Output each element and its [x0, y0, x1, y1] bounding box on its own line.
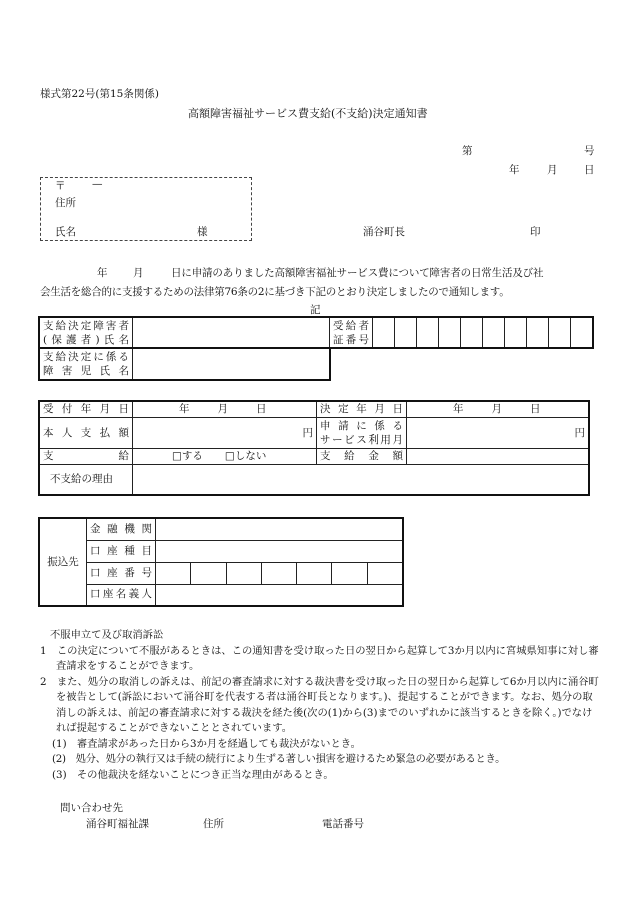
- self-pay-label: 本人支払額: [39, 418, 133, 449]
- account-digit[interactable]: [226, 562, 261, 584]
- cert-digit[interactable]: [549, 317, 571, 348]
- number-suffix: 号: [584, 145, 595, 157]
- reason-field[interactable]: [133, 465, 590, 495]
- date-year: 年: [509, 164, 520, 176]
- body-year: 年: [97, 267, 108, 279]
- contact-department: 涌谷町福祉課: [86, 818, 149, 830]
- child-table: [38, 347, 331, 381]
- account-digit[interactable]: [297, 562, 332, 584]
- account-digit[interactable]: [261, 562, 296, 584]
- name-label: 氏名: [55, 226, 76, 238]
- address-label: 住所: [55, 197, 76, 209]
- honorific: 様: [197, 226, 208, 238]
- decision-table: [38, 400, 590, 496]
- contact-heading: 問い合わせ先: [60, 802, 123, 814]
- recipient-label-cell: 支給決定障害者 (保護者)氏名: [39, 317, 133, 348]
- service-month-label: 申請に係る サービス利用月: [317, 418, 407, 449]
- form-number: 様式第22号(第15条関係): [40, 88, 159, 100]
- decision-date-label: 決定年月日: [317, 401, 407, 418]
- received-date-field[interactable]: 年 月 日: [133, 401, 317, 418]
- notes-sub-1: (1) 審査請求があった日から3か月を経過しても裁決がないとき。: [52, 737, 361, 750]
- child-name-field[interactable]: [133, 348, 331, 380]
- cert-digit[interactable]: [439, 317, 461, 348]
- cert-label-cell: 受給者 証番号: [330, 317, 373, 348]
- notes-item-2: 2 また、処分の取消しの訴えは、前記の審査請求に対する裁決書を受け取った日の翌日から起算して6か月以内に涌谷町を被告として(訴訟において涌谷町を代表する者は涌谷町長となります。)、提起することができます。なお、処分の取消しの訴えは、前記の審査請求に対する裁決を経た後(次の(1)から(3)までのいずれかに該当するときを除く。)でなければ提起することができないこととされています。: [40, 675, 599, 734]
- cert-digit[interactable]: [417, 317, 439, 348]
- bank-table: [38, 517, 404, 607]
- date-day: 日: [584, 164, 595, 176]
- cert-digit[interactable]: [505, 317, 527, 348]
- notes-heading: 不服申立て及び取消訴訟: [50, 629, 164, 641]
- transfer-label: 振込先: [39, 518, 87, 606]
- option-no-checkbox[interactable]: □しない: [224, 450, 267, 462]
- cert-digit[interactable]: [571, 317, 594, 348]
- seal-mark: 印: [530, 226, 541, 238]
- payment-label: 支給: [39, 449, 133, 465]
- notes-sub-2: (2) 処分、処分の執行又は手続の続行により生ずる著しい損害を避けるため緊急の必要があるとき。: [52, 753, 506, 765]
- postal-dash: —: [92, 178, 103, 190]
- service-month-field[interactable]: 円: [407, 418, 590, 449]
- cert-digit[interactable]: [461, 317, 483, 348]
- account-digit[interactable]: [156, 562, 191, 584]
- cert-digit[interactable]: [527, 317, 549, 348]
- cert-digit[interactable]: [373, 317, 395, 348]
- reason-label: 不支給の理由: [39, 465, 133, 495]
- payment-options[interactable]: [133, 449, 317, 465]
- cert-digit[interactable]: [483, 317, 505, 348]
- recipient-name-field[interactable]: [133, 317, 330, 348]
- institution-field[interactable]: [156, 518, 404, 540]
- notes-item-1: 1 この決定について不服があるときは、この通知書を受け取った日の翌日から起算して3か月以内に宮城県知事に対し審査請求をすることができます。: [40, 644, 599, 672]
- account-type-field[interactable]: [156, 540, 404, 562]
- institution-label: 金融機関: [87, 518, 156, 540]
- child-label-cell: 支給決定に係る 障害児氏名: [39, 348, 133, 380]
- body-month: 月: [133, 267, 144, 279]
- number-prefix: 第: [462, 145, 473, 157]
- appeal-notes: [40, 628, 600, 783]
- contact-phone-label: 電話番号: [322, 818, 364, 830]
- account-holder-label: 口座名義人: [87, 584, 156, 606]
- account-type-label: 口座種目: [87, 540, 156, 562]
- ki-label: 記: [310, 304, 321, 316]
- account-number-label: 口座番号: [87, 562, 156, 584]
- contact-address-label: 住所: [203, 818, 224, 830]
- received-date-label: 受付年月日: [39, 401, 133, 418]
- account-holder-field[interactable]: [156, 584, 404, 606]
- date-month: 月: [547, 164, 558, 176]
- cert-digit[interactable]: [395, 317, 417, 348]
- body-text-line1: 日に申請のありました高額障害福祉サービス費について障害者の日常生活及び社: [171, 267, 544, 279]
- decision-date-field[interactable]: 年 月 日: [407, 401, 590, 418]
- account-digit[interactable]: [367, 562, 403, 584]
- document-title: 高額障害福祉サービス費支給(不支給)決定通知書: [188, 107, 428, 120]
- postal-mark: 〒: [55, 180, 66, 192]
- account-digit[interactable]: [332, 562, 367, 584]
- account-digit[interactable]: [191, 562, 226, 584]
- issuer-title: 涌谷町長: [363, 226, 405, 238]
- notes-sub-3: (3) その他裁決を経ないことにつき正当な理由があるとき。: [52, 768, 334, 781]
- body-text-line2: 会生活を総合的に支援するための法律第76条の2に基づき下記のとおり決定しましたので通知します。: [40, 286, 510, 298]
- payment-amount-label: 支給金額: [317, 449, 407, 465]
- option-yes-checkbox[interactable]: □する: [172, 450, 203, 462]
- recipient-table: [38, 316, 594, 349]
- payment-amount-field[interactable]: [407, 449, 590, 465]
- self-pay-field[interactable]: 円: [133, 418, 317, 449]
